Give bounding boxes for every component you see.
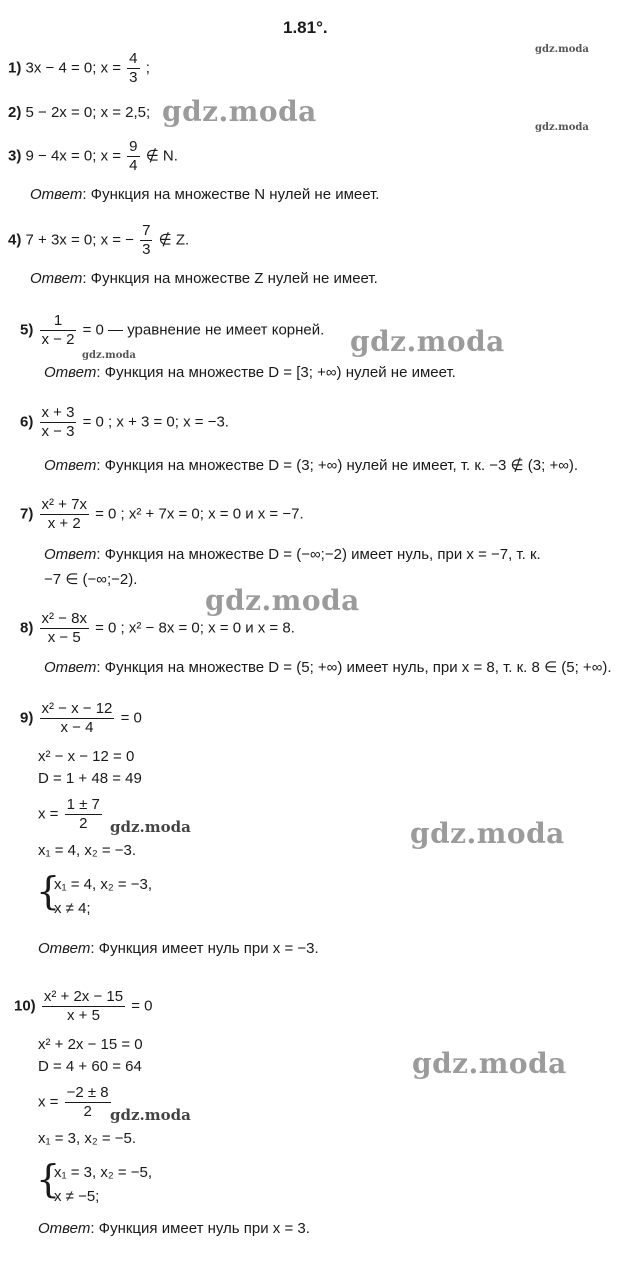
fraction: $\frac{4}{3}$ xyxy=(129,50,138,86)
fraction: $\frac{\text{x² + 7x}}{x + 2}$ xyxy=(41,496,87,532)
root-formula: x = $\frac{1 \pm 7}{2}$ xyxy=(38,796,100,832)
problem-9: 9) $\frac{\text{x² − x − 12}}{x - 4}$ = 0 xyxy=(20,700,142,736)
fraction: $\frac{\text{x² − 8x}}{x - 5}$ xyxy=(41,610,87,646)
fraction: $\frac{9}{4}$ xyxy=(129,138,138,174)
answer-8: Ответ: Функция на множестве D = (5; +∞) имеет нуль, при x = 8, т. к. 8 ∈ (5; +∞). xyxy=(44,659,612,676)
problem-1: 1) 3x − 4 = 0; x = $\frac{4}{3}$ ; xyxy=(8,50,150,86)
watermark: gdz.moda xyxy=(205,584,360,617)
system-line: x₁ = 4, x₂ = −3, xyxy=(54,876,153,893)
problem-5: 5) $\frac{1}{x - 2}$ = 0 — уравнение не имеет корней. xyxy=(20,312,325,348)
watermark-small: gdz.moda xyxy=(535,44,589,55)
watermark-medium: gdz.moda xyxy=(110,818,191,836)
system-line: x ≠ −5; xyxy=(54,1188,100,1205)
answer-4: Ответ: Функция на множестве Z нулей не имеет. xyxy=(30,270,378,287)
line: D = 4 + 60 = 64 xyxy=(38,1058,142,1075)
problem-3: 3) 9 − 4x = 0; x = $\frac{9}{4}$ ∉ N. xyxy=(8,138,178,174)
watermark: gdz.moda xyxy=(412,1047,567,1080)
watermark-small: gdz.moda xyxy=(82,350,136,361)
roots: x₁ = 4, x₂ = −3. xyxy=(38,842,137,859)
system-brace: { xyxy=(36,1157,61,1201)
answer-6: Ответ: Функция на множестве D = (3; +∞) нулей не имеет, т. к. −3 ∉ (3; +∞). xyxy=(44,457,579,474)
answer-5: Ответ: Функция на множестве D = [3; +∞) нулей не имеет. xyxy=(44,364,456,381)
system-line: x₁ = 3, x₂ = −5, xyxy=(54,1164,153,1181)
line: D = 1 + 48 = 49 xyxy=(38,770,142,787)
system-line: x ≠ 4; xyxy=(54,900,91,917)
problem-10: 10) $\frac{\text{x² + 2x − 15}}{x + 5}$ = 0 xyxy=(14,988,153,1024)
problem-8: 8) $\frac{\text{x² − 8x}}{x - 5}$ = 0 ; x² − 8x = 0; x = 0 и x = 8. xyxy=(20,610,295,646)
fraction: $\frac{x + 3}{x - 3}$ xyxy=(41,404,75,440)
answer-10: Ответ: Функция имеет нуль при x = 3. xyxy=(38,1220,310,1237)
line: x² + 2x − 15 = 0 xyxy=(38,1036,143,1053)
fraction: $\frac{7}{3}$ xyxy=(142,222,151,258)
page-title: 1.81°. xyxy=(283,18,328,37)
problem-6: 6) $\frac{x + 3}{x - 3}$ = 0 ; x + 3 = 0; x = −3. xyxy=(20,404,229,440)
fraction: $\frac{1 \pm 7}{2}$ xyxy=(66,796,100,832)
system-brace: { xyxy=(36,869,61,913)
fraction: $\frac{\text{x² + 2x − 15}}{x + 5}$ xyxy=(43,988,124,1024)
roots: x₁ = 3, x₂ = −5. xyxy=(38,1130,137,1147)
root-formula: x = $\frac{-2 \pm 8}{2}$ xyxy=(38,1084,109,1120)
answer-7: Ответ: Функция на множестве D = (−∞;−2) имеет нуль, при x = −7, т. к. xyxy=(44,546,541,563)
problem-7: 7) $\frac{\text{x² + 7x}}{x + 2}$ = 0 ; x² + 7x = 0; x = 0 и x = −7. xyxy=(20,496,304,532)
problem-2: 2) 5 − 2x = 0; x = 2,5; xyxy=(8,104,151,121)
watermark: gdz.moda xyxy=(162,95,317,128)
problem-4: 4) 7 + 3x = 0; x = − $\frac{7}{3}$ ∉ Z. xyxy=(8,222,190,258)
watermark-small: gdz.moda xyxy=(535,122,589,133)
fraction: $\frac{\text{x² − x − 12}}{x - 4}$ xyxy=(41,700,113,736)
fraction: $\frac{-2 \pm 8}{2}$ xyxy=(66,1084,109,1120)
watermark: gdz.moda xyxy=(350,325,505,358)
line: x² − x − 12 = 0 xyxy=(38,748,135,765)
answer-7-cont: −7 ∈ (−∞;−2). xyxy=(44,571,138,588)
fraction: $\frac{1}{x - 2}$ xyxy=(41,312,75,348)
answer-9: Ответ: Функция имеет нуль при x = −3. xyxy=(38,940,319,957)
watermark-medium: gdz.moda xyxy=(110,1106,191,1124)
watermark: gdz.moda xyxy=(410,817,565,850)
answer-3: Ответ: Функция на множестве N нулей не имеет. xyxy=(30,186,380,203)
